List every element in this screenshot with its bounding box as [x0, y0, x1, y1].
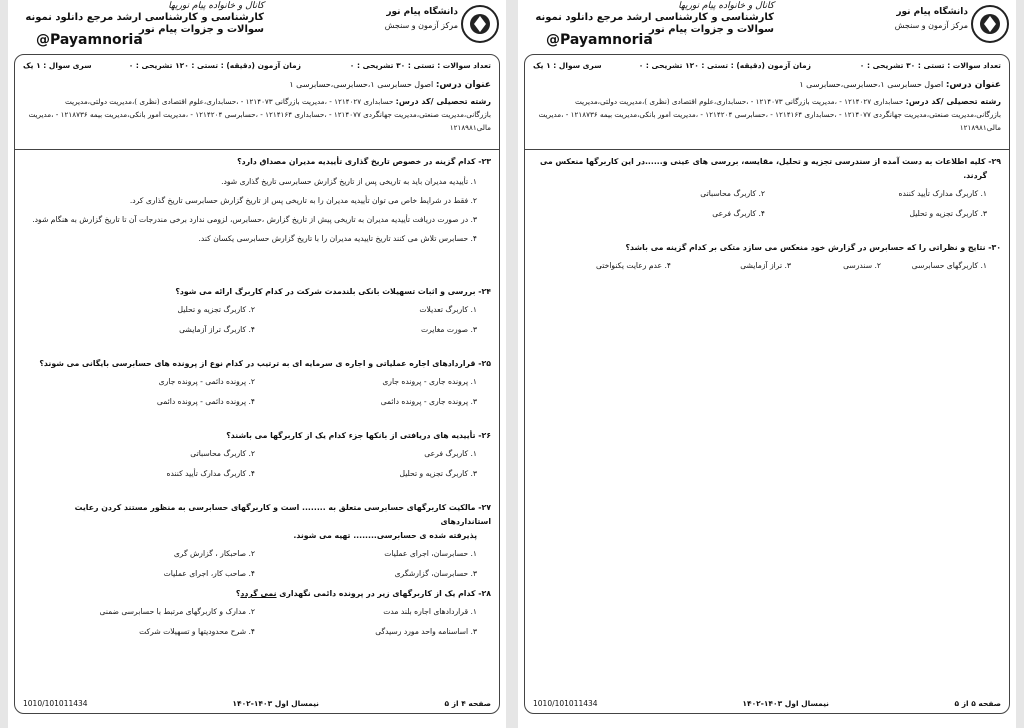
page-footer — [15, 697, 499, 713]
question-1 — [23, 285, 491, 345]
question-number: ۲۴- — [475, 287, 491, 296]
page-footer — [525, 697, 1009, 713]
semester: نیمسال اول ۱۴۰۳-۱۴۰۲ — [232, 699, 319, 708]
question-text: ۲۷- مالکیت کاربرگهای حسابرسی متعلق به ........ است و کاربرگهای حسابرسی به منظور مستند کردن رعایت استانداردهای — [74, 503, 491, 526]
answer-option[interactable]: ۳. در صورت دریافت تأییدیه مدیران به تاریخی پیش از تاریخ گزارش ،حسابرس، لزومی ندارد برخی مندرجات آن تا تاریخ گزارش به هنگام شود. — [32, 215, 477, 224]
answer-option[interactable]: ۳. صورت مغایرت — [420, 325, 477, 334]
answer-option[interactable]: ۱. کاربرگ مدارک تأیید کننده — [898, 189, 987, 198]
answer-option[interactable]: ۱. کاربرگهای حسابرسی — [911, 261, 987, 270]
question-number: ۲۶- — [475, 431, 491, 440]
field-codes: رشته تحصیلی /کد درس: حسابداری ۱۲۱۴۰۲۷ - ،مدیریت بازرگانی ۱۲۱۴۰۷۳ - ،حسابداری،علوم اقتصادی (نظری )،مدیریت دولتی،مدیریت بازرگانی،مدیریت صنعتی،مدیریت جهانگردی ۱۲۱۴۰۷۷ - ،حسابداری ۱۲۱۴۱۶۴ - ،حسابرسی ۱۲۱۴۲۰۴ - ،مدیریت امور بانکی،مدیریت بیمه ۱۲۱۸۷۳۶ - ،مدیریت مالی۱۲۱۸۹۸۱ — [28, 97, 491, 132]
question-text: ۲۳- کدام گزینه در خصوص تاریخ گذاری تأییدیه مدیران مصداق دارد؟ — [237, 157, 491, 166]
exam-header — [15, 55, 499, 150]
answer-option[interactable]: ۳. اساسنامه واحد مورد رسیدگی — [375, 627, 477, 636]
page-number: صفحه ۵ از ۵ — [954, 699, 1001, 708]
answer-option[interactable]: ۴. صاحب کار، اجرای عملیات — [163, 569, 255, 578]
question-count: تعداد سوالات : تستی : ۳۰ تشریحی : ۰ — [349, 61, 491, 70]
answer-option[interactable]: ۲. پرونده دائمی - پرونده جاری — [158, 377, 255, 386]
answer-option[interactable]: ۴. کاربرگ تراز آزمایشی — [179, 325, 255, 334]
field-codes: رشته تحصیلی /کد درس: حسابداری ۱۲۱۴۰۲۷ - ،مدیریت بازرگانی ۱۲۱۴۰۷۳ - ،حسابداری،علوم اقتصادی (نظری )،مدیریت دولتی،مدیریت بازرگانی،مدیریت صنعتی،مدیریت جهانگردی ۱۲۱۴۰۷۷ - ،حسابداری ۱۲۱۴۱۶۴ - ،حسابرسی ۱۲۱۴۲۰۴ - ،مدیریت امور بانکی،مدیریت بیمه ۱۲۱۸۷۳۶ - ،مدیریت مالی۱۲۱۸۹۸۱ — [538, 97, 1001, 132]
answer-option[interactable]: ۱. قراردادهای اجاره بلند مدت — [383, 607, 477, 616]
channel-block — [524, 0, 774, 36]
answer-option[interactable]: ۴. پرونده دائمی - پرونده دائمی — [156, 397, 255, 406]
exam-time: زمان آزمون (دقیقه) : تستی : ۱۲۰ تشریحی : ۰ — [638, 61, 811, 70]
channel-line-1: کانال و خانواده پیام نوریها — [168, 1, 264, 11]
university-block — [895, 6, 968, 32]
university-name: دانشگاه پیام نور — [386, 7, 458, 17]
answer-option[interactable]: ۱. کاربرگ تعدیلات — [419, 305, 477, 314]
exam-page-5 — [518, 0, 1016, 728]
question-0 — [533, 155, 1001, 229]
answer-option[interactable]: ۲. سندرسی — [843, 261, 881, 270]
question-1 — [533, 241, 1001, 279]
question-count: تعداد سوالات : تستی : ۳۰ تشریحی : ۰ — [859, 61, 1001, 70]
answer-option[interactable]: ۲. فقط در شرایط خاص می توان تأییدیه مدیران را به تاریخی پس از تاریخ گزارش حسابرسی تاریخ گذاری کرد. — [129, 196, 477, 205]
exam-frame — [14, 54, 500, 714]
answer-option[interactable]: ۱. پرونده جاری - پرونده جاری — [382, 377, 477, 386]
exam-type: کارشناسی و کارشناسی ارشد — [116, 12, 264, 23]
question-0 — [23, 155, 491, 245]
answer-option[interactable]: ۲. کاربرگ تجزیه و تحلیل — [177, 305, 255, 314]
answer-option[interactable]: ۳. حسابرسان، گزارشگری — [394, 569, 477, 578]
channel-handle: @Payamnoria — [36, 32, 143, 48]
question-4 — [23, 501, 491, 589]
question-5 — [23, 587, 491, 647]
answer-option[interactable]: ۱. تأییدیه مدیران باید به تاریخی پس از تاریخ گزارش حسابرسی تاریخ گذاری شود. — [221, 177, 477, 186]
university-name: دانشگاه پیام نور — [896, 7, 968, 17]
question-text: ۲۶- تأییدیه های دریافتی از بانکها جزء کدام یک از کاربرگها می باشند؟ — [226, 431, 491, 440]
question-text: ۲۴- بررسی و اثبات تسهیلات بانکی بلندمدت شرکت در کدام کاربرگ ارائه می شود؟ — [175, 287, 491, 296]
question-number: ۲۹- — [985, 157, 1001, 166]
channel-slogan: مرجع دانلود نمونه سوالات و جزوات پیام نور — [25, 12, 264, 35]
answer-option[interactable]: ۴. حسابرس تلاش می کنند تاریخ تاییدیه مدیران را با تاریخ گزارش حسابرسی یکسان کند. — [198, 234, 477, 243]
page-banner — [518, 0, 1016, 52]
university-logo-icon — [970, 4, 1010, 44]
series: سری سوال : ۱ یک — [533, 61, 602, 70]
answer-option[interactable]: ۱. کاربرگ فرعی — [424, 449, 477, 458]
exam-code: 1010/101011434 — [23, 699, 88, 708]
channel-slogan: مرجع دانلود نمونه سوالات و جزوات پیام نور — [535, 12, 774, 35]
question-text: گردند. — [963, 171, 987, 180]
exam-center: مرکز آزمون و سنجش — [894, 21, 968, 30]
exam-header — [525, 55, 1009, 150]
question-text: ۳۰- نتایج و نظراتی را که حسابرس در گزارش خود منعکس می سازد متکی بر کدام گزینه می باشد؟ — [625, 243, 1001, 252]
answer-option[interactable]: ۳. پرونده جاری - پرونده دائمی — [380, 397, 477, 406]
course-title: عنوان درس: اصول حسابرسی ۱،حسابرسی،حسابرسی ۱ — [289, 80, 491, 90]
question-text: ۲۵- قراردادهای اجاره عملیاتی و اجاره ی سرمایه ای به ترتیب در کدام نوع از پرونده های حسابرسی بایگانی می شوند؟ — [39, 359, 491, 368]
page-number: صفحه ۴ از ۵ — [444, 699, 491, 708]
exam-page-4 — [8, 0, 506, 728]
answer-option[interactable]: ۴. شرح محدودیتها و تسهیلات شرکت — [139, 627, 255, 636]
question-3 — [23, 429, 491, 489]
series: سری سوال : ۱ یک — [23, 61, 92, 70]
semester: نیمسال اول ۱۴۰۳-۱۴۰۲ — [742, 699, 829, 708]
exam-center: مرکز آزمون و سنجش — [384, 21, 458, 30]
question-number: ۲۷- — [475, 503, 491, 512]
university-logo-icon — [460, 4, 500, 44]
university-block — [385, 6, 458, 32]
question-text: پذیرفته شده ی حسابرسی........ تهیه می شوند. — [293, 531, 477, 540]
question-number: ۲۳- — [475, 157, 491, 166]
answer-option[interactable]: ۱. حسابرسان، اجرای عملیات — [384, 549, 477, 558]
underlined-term: نمی گردد — [240, 589, 277, 598]
question-number: ۲۵- — [475, 359, 491, 368]
answer-option[interactable]: ۴. کاربرگ مدارک تأیید کننده — [166, 469, 255, 478]
answer-option[interactable]: ۳. کاربرگ تجزیه و تحلیل — [399, 469, 477, 478]
question-number: ۲۸- — [475, 589, 491, 598]
answer-option[interactable]: ۴. عدم رعایت یکنواختی — [596, 261, 671, 270]
exam-code: 1010/101011434 — [533, 699, 598, 708]
question-2 — [23, 357, 491, 417]
question-text: ۲۹- کلیه اطلاعات به دست آمده از سندرسی تجزیه و تحلیل، مقایسه، بررسی های عینی و......در این کاربرگها منعکس می — [539, 157, 1001, 166]
page-banner — [8, 0, 506, 52]
answer-option[interactable]: ۴. کاربرگ فرعی — [712, 209, 765, 218]
exam-time: زمان آزمون (دقیقه) : تستی : ۱۲۰ تشریحی : ۰ — [128, 61, 301, 70]
exam-type: کارشناسی و کارشناسی ارشد — [626, 12, 774, 23]
channel-block — [14, 0, 264, 36]
answer-option[interactable]: ۲. مدارک و کاربرگهای مرتبط با حسابرسی ضمنی — [99, 607, 255, 616]
exam-frame — [524, 54, 1010, 714]
answer-option[interactable]: ۳. کاربرگ تجزیه و تحلیل — [909, 209, 987, 218]
channel-handle: @Payamnoria — [546, 32, 653, 48]
channel-line-1: کانال و خانواده پیام نوریها — [678, 1, 774, 11]
answer-option[interactable]: ۲. کاربرگ محاسباتی — [190, 449, 255, 458]
question-number: ۳۰- — [985, 243, 1001, 252]
answer-option[interactable]: ۲. کاربرگ محاسباتی — [700, 189, 765, 198]
course-title: عنوان درس: اصول حسابرسی ۱،حسابرسی،حسابرسی ۱ — [799, 80, 1001, 90]
answer-option[interactable]: ۳. تراز آزمایشی — [740, 261, 791, 270]
answer-option[interactable]: ۲. صاحبکار ، گزارش گری — [173, 549, 255, 558]
question-text: ۲۸- کدام یک از کاربرگهای زیر در پرونده دائمی نگهداری نمی گردد؟ — [235, 589, 491, 598]
